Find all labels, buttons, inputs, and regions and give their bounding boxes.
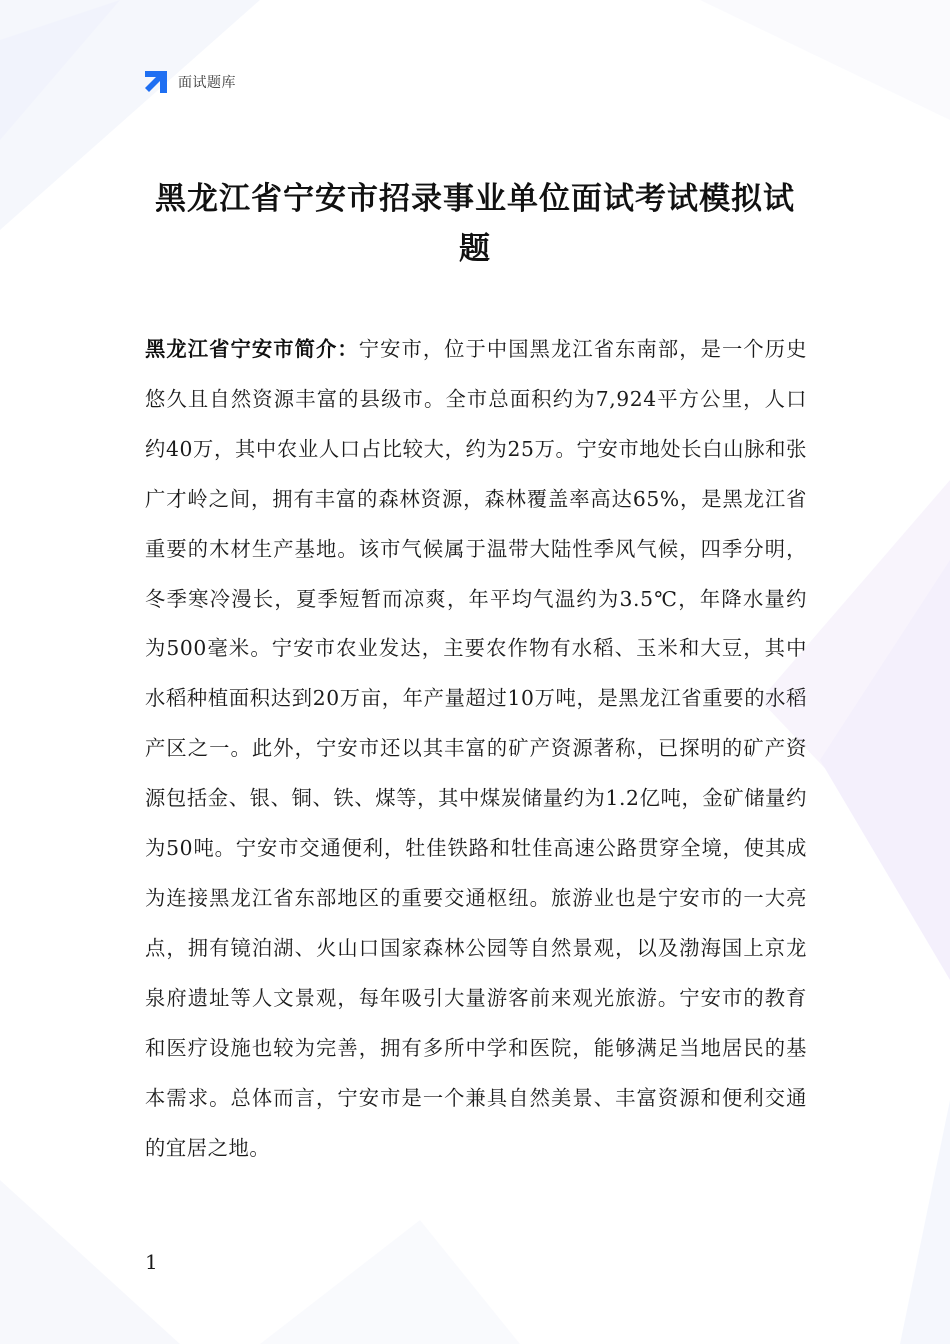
brand-header [143,68,236,96]
intro-text: 宁安市，位于中国黑龙江省东南部，是一个历史悠久且自然资源丰富的县级市。全市总面积约为7,924平方公里，人口约40万，其中农业人口占比较大，约为25万。宁安市地处长白山脉和张广才岭之间，拥有丰富的森林资源，森林覆盖率高达65%，是黑龙江省重要的木材生产基地。该市气候属于温带大陆性季风气候，四季分明，冬季寒冷漫长，夏季短暂而凉爽，年平均气温约为3.5℃，年降水量约为500毫米。宁安市农业发达，主要农作物有水稻、玉米和大豆，其中水稻种植面积达到20万亩，年产量超过10万吨，是黑龙江省重要的水稻产区之一。此外，宁安市还以其丰富的矿产资源著称，已探明的矿产资源包括金、银、铜、铁、煤等，其中煤炭储量约为1.2亿吨，金矿储量约为50吨。宁安市交通便利，牡佳铁路和牡佳高速公路贯穿全境，使其成为连接黑龙江省东部地区的重要交通枢纽。旅游业也是宁安市的一大亮点，拥有镜泊湖、火山口国家森林公园等自然景观，以及渤海国上京龙泉府遗址等人文景观，每年吸引大量游客前来观光旅游。宁安市的教育和医疗设施也较为完善，拥有多所中学和医院，能够满足当地居民的基本需求。总体而言，宁安市是一个兼具自然美景、丰富资源和便利交通的宜居之地。 [145,337,807,1160]
intro-paragraph [145,325,807,1173]
intro-label: 黑龙江省宁安市简介： [145,337,359,361]
page-number: 1 [145,1250,158,1274]
document-title: 黑龙江省宁安市招录事业单位面试考试模拟试题 [155,181,795,267]
brand-name: 面试题库 [178,75,236,91]
arrow-up-right-icon [143,69,169,95]
